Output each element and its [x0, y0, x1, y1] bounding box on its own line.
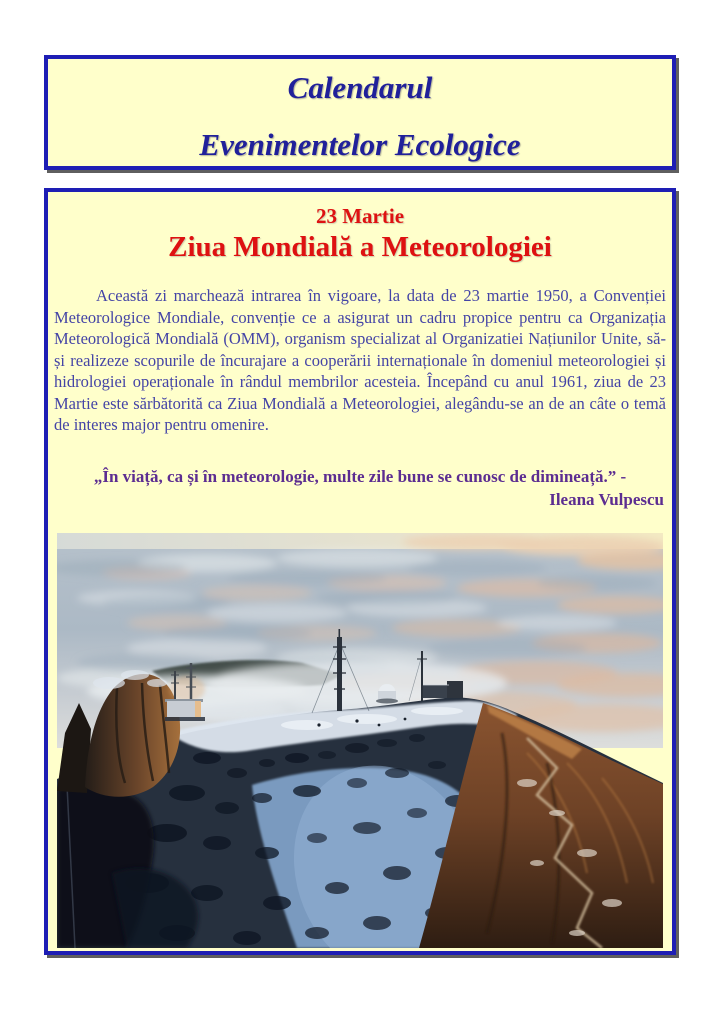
- calendar-title-panel: [44, 55, 676, 170]
- calendar-title-line2: Evenimentelor Ecologice: [199, 127, 521, 162]
- summit-photo-graphic: [57, 533, 663, 948]
- summit-photo: [57, 533, 663, 948]
- article-panel: [44, 188, 676, 955]
- quote-author: Ileana Vulpescu: [549, 490, 664, 510]
- article-title: Ziua Mondială a Meteorologiei: [168, 231, 552, 263]
- article-quote: „În viață, ca și în meteorologie, multe zile bune se cunosc de dimineață.” -: [93, 466, 627, 486]
- article-body-paragraph: Această zi marchează intrarea în vigoare, la data de 23 martie 1950, a Convenției Meteorologice Mondiale, convenție ce a asigurat un cadru propice pentru ca Organizația Meteorologică Mondială (OMM), organism specializat al Organizatiei Națiunilor Unite, să-și realizeze scopurile de încurajare a cooperării internaționale în domeniul meteorologiei și hidrologiei operaționale în rândul membrilor acesteia. Începând cu anul 1961, ziua de 23 Martie este sărbătorită ca Ziua Mondială a Meteorologiei, alegându-se an de an câte o temă de interes major pentru omenire.: [54, 286, 666, 435]
- article-date-heading: 23 Martie: [315, 204, 405, 228]
- calendar-title-line1: Calendarul: [287, 70, 433, 105]
